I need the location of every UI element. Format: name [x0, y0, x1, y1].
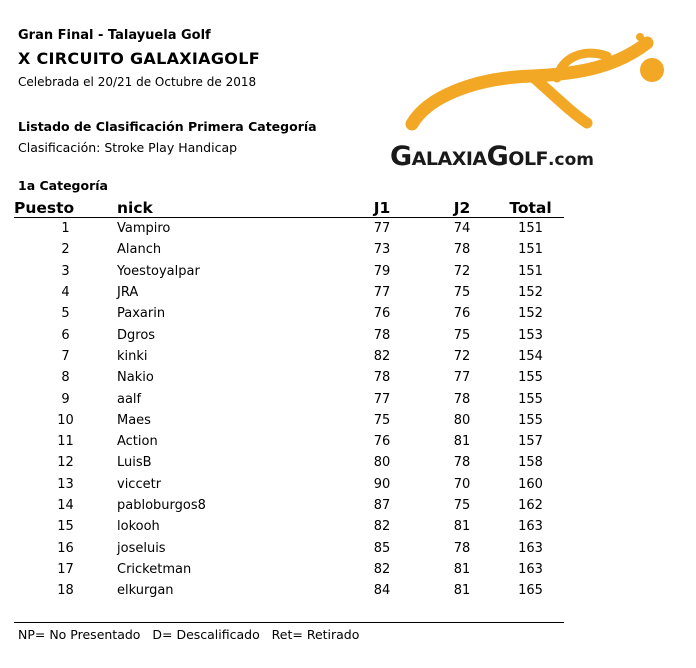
- table-row: [14, 239, 564, 260]
- cell-j2: 78: [453, 242, 471, 258]
- cell-nick: lokooh: [117, 519, 160, 535]
- cell-total: 163: [518, 561, 543, 577]
- cell-puesto: 18: [57, 583, 74, 599]
- galaxiagolf-logo: [382, 28, 682, 172]
- cell-puesto: 1: [61, 221, 70, 237]
- cell-total: 153: [518, 327, 543, 343]
- cell-j2: 77: [453, 370, 471, 386]
- listing-title: Listado de Clasificación Primera Categoría: [18, 119, 317, 134]
- legend-text: NP= No Presentado D= Descalificado Ret= Retirado: [18, 627, 360, 642]
- table-row: [14, 516, 564, 537]
- column-header-j2: J2: [427, 196, 497, 218]
- cell-total: 155: [518, 391, 543, 407]
- cell-j2: 72: [453, 348, 471, 364]
- cell-total: 157: [518, 434, 543, 450]
- cell-j1: 82: [373, 561, 391, 577]
- table-row: [14, 367, 564, 388]
- cell-nick: Action: [117, 434, 158, 450]
- circuit-title: X CIRCUITO GALAXIAGOLF: [18, 49, 260, 68]
- cell-total: 151: [518, 263, 543, 279]
- column-header-puesto: Puesto: [14, 196, 117, 218]
- footer-divider: [14, 622, 564, 623]
- cell-total: 155: [518, 412, 543, 428]
- cell-j1: 78: [373, 327, 391, 343]
- results-body: [14, 218, 564, 602]
- cell-j1: 76: [373, 434, 391, 450]
- cell-total: 151: [518, 242, 543, 258]
- cell-puesto: 9: [61, 391, 70, 407]
- table-row: [14, 580, 564, 601]
- cell-total: 163: [518, 519, 543, 535]
- cell-puesto: 6: [61, 327, 70, 343]
- cell-nick: LuisB: [117, 455, 152, 471]
- cell-nick: Vampiro: [117, 221, 171, 237]
- table-row: [14, 346, 564, 367]
- cell-j2: 70: [453, 476, 471, 492]
- cell-j2: 78: [453, 455, 471, 471]
- table-row: [14, 537, 564, 558]
- cell-j2: 81: [453, 519, 471, 535]
- cell-j1: 80: [373, 455, 391, 471]
- cell-puesto: 3: [61, 263, 70, 279]
- cell-j2: 80: [453, 412, 471, 428]
- cell-nick: kinki: [117, 348, 148, 364]
- table-row: [14, 559, 564, 580]
- cell-nick: viccetr: [117, 476, 162, 492]
- cell-total: 155: [518, 370, 543, 386]
- cell-j1: 78: [373, 370, 391, 386]
- column-header-total: Total: [497, 196, 564, 218]
- cell-total: 158: [518, 455, 543, 471]
- cell-total: 162: [518, 498, 543, 513]
- cell-j1: 90: [373, 476, 391, 492]
- cell-j1: 79: [373, 263, 391, 279]
- cell-puesto: 13: [57, 476, 74, 492]
- cell-j1: 82: [373, 348, 391, 364]
- cell-puesto: 8: [61, 370, 70, 386]
- cell-j1: 76: [373, 306, 391, 322]
- cell-puesto: 7: [61, 348, 70, 364]
- cell-j2: 78: [453, 391, 471, 407]
- cell-nick: Maes: [117, 412, 151, 428]
- table-row: [14, 282, 564, 303]
- event-title: Gran Final - Talayuela Golf: [18, 28, 211, 43]
- table-row: [14, 261, 564, 282]
- cell-total: 160: [518, 476, 543, 492]
- table-row: [14, 495, 564, 516]
- table-row: [14, 324, 564, 345]
- event-date: Celebrada el 20/21 de Octubre de 2018: [18, 75, 257, 89]
- cell-nick: Cricketman: [117, 561, 192, 577]
- cell-total: 152: [518, 285, 543, 301]
- cell-j1: 73: [373, 242, 391, 258]
- table-row: [14, 410, 564, 431]
- cell-j1: 87: [373, 498, 391, 513]
- cell-j1: 75: [373, 412, 391, 428]
- classification-type: Clasificación: Stroke Play Handicap: [18, 140, 238, 155]
- cell-nick: JRA: [117, 285, 139, 301]
- column-header-nick: nick: [117, 196, 337, 218]
- cell-nick: elkurgan: [117, 583, 174, 599]
- cell-nick: Dgros: [117, 327, 156, 343]
- results-table: [14, 196, 564, 601]
- cell-j2: 72: [453, 263, 471, 279]
- cell-puesto: 10: [57, 412, 74, 428]
- cell-j1: 77: [373, 391, 391, 407]
- table-row: [14, 303, 564, 324]
- cell-total: 165: [518, 583, 543, 599]
- cell-puesto: 17: [57, 561, 74, 577]
- table-row: [14, 218, 564, 240]
- cell-j2: 78: [453, 540, 471, 556]
- cell-puesto: 5: [61, 306, 70, 322]
- table-row: [14, 452, 564, 473]
- cell-j1: 82: [373, 519, 391, 535]
- cell-puesto: 14: [57, 498, 74, 513]
- category-title: 1a Categoría: [18, 178, 108, 193]
- table-row: [14, 474, 564, 495]
- cell-puesto: 16: [57, 540, 74, 556]
- column-header-j1: J1: [337, 196, 427, 218]
- cell-j2: 75: [453, 327, 471, 343]
- cell-total: 154: [518, 348, 543, 364]
- cell-j2: 81: [453, 561, 471, 577]
- cell-puesto: 4: [61, 285, 70, 301]
- cell-puesto: 15: [57, 519, 74, 535]
- cell-total: 151: [518, 221, 543, 237]
- cell-puesto: 11: [57, 434, 74, 450]
- cell-nick: joseluis: [117, 540, 166, 556]
- cell-j1: 77: [373, 221, 391, 237]
- cell-j2: 81: [453, 434, 471, 450]
- cell-j2: 81: [453, 583, 471, 599]
- cell-total: 163: [518, 540, 543, 556]
- cell-nick: Yoestoyalpar: [117, 263, 200, 279]
- golfer-swoosh-icon: [382, 28, 682, 140]
- cell-nick: pabloburgos8: [117, 498, 206, 513]
- cell-total: 152: [518, 306, 543, 322]
- cell-j2: 75: [453, 498, 471, 513]
- cell-puesto: 2: [61, 242, 70, 258]
- cell-j2: 74: [453, 221, 471, 237]
- table-row: [14, 431, 564, 452]
- table-header-row: [14, 196, 564, 218]
- cell-j2: 76: [453, 306, 471, 322]
- cell-nick: Alanch: [117, 242, 162, 258]
- table-row: [14, 388, 564, 409]
- cell-j1: 84: [373, 583, 391, 599]
- cell-puesto: 12: [57, 455, 74, 471]
- cell-j1: 77: [373, 285, 391, 301]
- logo-wordmark: GALAXIAGOLF.com: [390, 141, 594, 172]
- cell-nick: Nakio: [117, 370, 154, 386]
- cell-j1: 85: [373, 540, 391, 556]
- cell-j2: 75: [453, 285, 471, 301]
- cell-nick: aalf: [117, 391, 142, 407]
- cell-nick: Paxarin: [117, 306, 166, 322]
